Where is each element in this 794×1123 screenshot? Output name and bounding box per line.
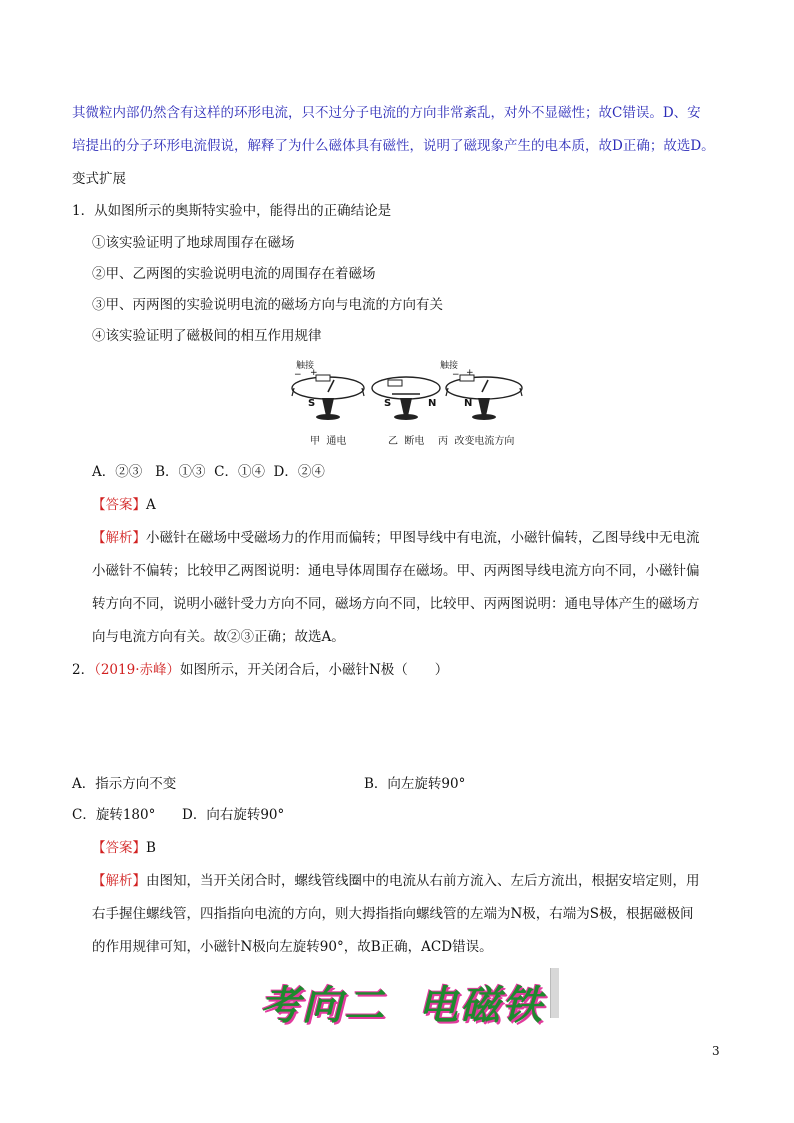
q1-answer: A	[146, 497, 156, 513]
page-number: 3	[712, 1044, 720, 1058]
figure-panel-bing	[446, 375, 522, 420]
q1-analysis-line-2: 小磁针不偏转；比较甲乙两图说明：通电导体周围存在磁场。甲、丙两图导线电流方向不同，小磁针偏	[92, 563, 700, 579]
q2-analysis-line-3: 的作用规律可知，小磁针N极向左旋转90°，故B正确，ACD错误。	[92, 939, 493, 955]
q2-analysis-line-1: 由图知，当开关闭合时，螺线管线圈中的电流从右前方流入、左后方流出，根据安培定则，用	[146, 873, 700, 889]
caption-jia: 甲 通电	[310, 436, 347, 447]
s-label-2: S	[384, 398, 392, 409]
q1-analysis-line-3: 转方向不同，说明小磁针受力方向不同，磁场方向不同，比较甲、丙两图说明：通电导体产生的磁场方	[92, 596, 700, 612]
q2-option-c: C．旋转180°	[72, 807, 156, 823]
q2-analysis-tag: 【解析】	[92, 873, 146, 889]
q2-answer-tag: 【答案】	[92, 840, 146, 856]
q1-statement-4: ④该实验证明了磁极间的相互作用规律	[92, 328, 322, 344]
touch-label-1: 触接	[296, 361, 315, 371]
q2-analysis-line-2: 右手握住螺线管，四指指向电流的方向，则大拇指指向螺线管的左端为N极，右端为S极，根据磁极间	[92, 906, 694, 922]
touch-label-3: 触接	[440, 361, 459, 371]
prev-analysis-line-1: 其微粒内部仍然含有这样的环形电流，只不过分子电流的方向非常紊乱，对外不显磁性；故C错误。D、安	[72, 105, 701, 121]
caption-bing: 丙 改变电流方向	[438, 436, 515, 447]
q2-option-d: D．向右旋转90°	[182, 807, 285, 823]
q1-statement-2: ②甲、乙两图的实验说明电流的周围存在着磁场	[92, 266, 376, 282]
plus-sign-3: +	[466, 368, 474, 378]
prev-analysis-line-2: 培提出的分子环形电流假说，解释了为什么磁体具有磁性，说明了磁现象产生的电本质，故D正确；故选D。	[72, 138, 715, 154]
s-label-1: S	[308, 398, 316, 409]
q2-option-b: B．向左旋转90°	[364, 776, 466, 792]
q1-analysis-tag: 【解析】	[92, 530, 146, 546]
minus-sign-3: −	[452, 370, 460, 380]
q1-statement-1: ①该实验证明了地球周围存在磁场	[92, 235, 295, 251]
q2-option-a: A．指示方向不变	[72, 776, 177, 792]
q2-answer: B	[146, 840, 156, 856]
q1-analysis-line-1: 小磁针在磁场中受磁场力的作用而偏转；甲图导线中有电流，小磁针偏转，乙图导线中无电流	[146, 530, 700, 546]
plus-sign-1: +	[310, 368, 318, 378]
section-title: 变式扩展	[72, 171, 126, 187]
caption-yi: 乙 断电	[388, 436, 425, 447]
q2-stem: 如图所示，开关闭合后，小磁针N极（ ）	[180, 662, 449, 678]
oersted-experiment-figure	[288, 358, 528, 450]
q1-statement-3: ③甲、丙两图的实验说明电流的磁场方向与电流的方向有关	[92, 297, 443, 313]
figure-panel-jia	[292, 375, 364, 420]
n-label-3: N	[464, 398, 473, 409]
minus-sign-1: −	[294, 370, 302, 380]
q2-source: （2019·赤峰）	[94, 662, 180, 678]
q1-stem: 1．从如图所示的奥斯特实验中，能得出的正确结论是	[72, 203, 392, 219]
q2-number: 2．	[72, 662, 95, 678]
section-banner-title: 考向二 电磁铁	[260, 983, 544, 1029]
q1-answer-tag: 【答案】	[92, 497, 146, 513]
n-label-2: N	[428, 398, 437, 409]
banner-side-bar	[550, 968, 559, 1018]
q1-options: A．②③ B．①③ C．①④ D．②④	[92, 464, 325, 480]
q1-analysis-line-4: 向与电流方向有关。故②③正确；故选A。	[92, 629, 345, 645]
section-banner	[252, 968, 552, 1030]
